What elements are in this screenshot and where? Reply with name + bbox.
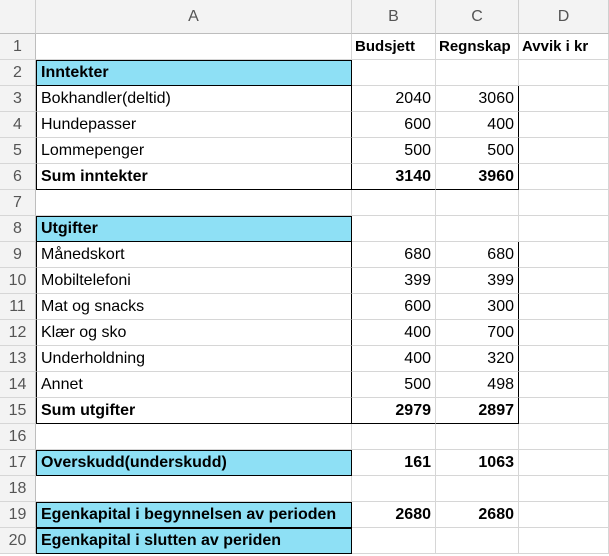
cell-c8[interactable] [436, 216, 519, 242]
cell-a6[interactable]: Sum inntekter [36, 164, 352, 190]
cell-d15[interactable] [519, 398, 609, 424]
row-header[interactable]: 7 [0, 190, 36, 216]
cell-d4[interactable] [519, 112, 609, 138]
cell-b9[interactable]: 680 [352, 242, 436, 268]
cell-d16[interactable] [519, 424, 609, 450]
cell-b14[interactable]: 500 [352, 372, 436, 398]
row-header[interactable]: 5 [0, 138, 36, 164]
cell-b3[interactable]: 2040 [352, 86, 436, 112]
row-header[interactable]: 10 [0, 268, 36, 294]
cell-b17[interactable]: 161 [352, 450, 436, 476]
cell-a16[interactable] [36, 424, 352, 450]
cell-a2[interactable]: Inntekter [36, 60, 352, 86]
cell-c9[interactable]: 680 [436, 242, 519, 268]
cell-c5[interactable]: 500 [436, 138, 519, 164]
cell-b6[interactable]: 3140 [352, 164, 436, 190]
cell-c19[interactable]: 2680 [436, 502, 519, 528]
cell-d10[interactable] [519, 268, 609, 294]
cell-b7[interactable] [352, 190, 436, 216]
cell-c11[interactable]: 300 [436, 294, 519, 320]
row-header[interactable]: 1 [0, 34, 36, 60]
cell-d2[interactable] [519, 60, 609, 86]
cell-c1[interactable]: Regnskap [436, 34, 519, 60]
row-header[interactable]: 3 [0, 86, 36, 112]
row-header[interactable]: 4 [0, 112, 36, 138]
cell-a15[interactable]: Sum utgifter [36, 398, 352, 424]
cell-d13[interactable] [519, 346, 609, 372]
row-header[interactable]: 9 [0, 242, 36, 268]
cell-b10[interactable]: 399 [352, 268, 436, 294]
cell-d3[interactable] [519, 86, 609, 112]
cell-b19[interactable]: 2680 [352, 502, 436, 528]
cell-c13[interactable]: 320 [436, 346, 519, 372]
cell-b1[interactable]: Budsjett [352, 34, 436, 60]
row-header[interactable]: 17 [0, 450, 36, 476]
cell-a19[interactable]: Egenkapital i begynnelsen av perioden [36, 502, 352, 528]
row-header[interactable]: 15 [0, 398, 36, 424]
row-header[interactable]: 6 [0, 164, 36, 190]
cell-b16[interactable] [352, 424, 436, 450]
column-header-a[interactable]: A [36, 0, 352, 34]
cell-c10[interactable]: 399 [436, 268, 519, 294]
cell-a18[interactable] [36, 476, 352, 502]
column-header-b[interactable]: B [352, 0, 436, 34]
cell-c3[interactable]: 3060 [436, 86, 519, 112]
cell-a3[interactable]: Bokhandler(deltid) [36, 86, 352, 112]
cell-d7[interactable] [519, 190, 609, 216]
cell-b2[interactable] [352, 60, 436, 86]
cell-d17[interactable] [519, 450, 609, 476]
row-header[interactable]: 11 [0, 294, 36, 320]
cell-d14[interactable] [519, 372, 609, 398]
select-all-corner[interactable] [0, 0, 36, 34]
row-header[interactable]: 13 [0, 346, 36, 372]
row-header[interactable]: 19 [0, 502, 36, 528]
cell-d6[interactable] [519, 164, 609, 190]
cell-d20[interactable] [519, 528, 609, 554]
cell-b8[interactable] [352, 216, 436, 242]
cell-c15[interactable]: 2897 [436, 398, 519, 424]
cell-a11[interactable]: Mat og snacks [36, 294, 352, 320]
cell-a12[interactable]: Klær og sko [36, 320, 352, 346]
row-header[interactable]: 16 [0, 424, 36, 450]
cell-a1[interactable] [36, 34, 352, 60]
cell-c18[interactable] [436, 476, 519, 502]
cell-d5[interactable] [519, 138, 609, 164]
row-header[interactable]: 12 [0, 320, 36, 346]
cell-a10[interactable]: Mobiltelefoni [36, 268, 352, 294]
cell-a14[interactable]: Annet [36, 372, 352, 398]
cell-a17[interactable]: Overskudd(underskudd) [36, 450, 352, 476]
row-header[interactable]: 18 [0, 476, 36, 502]
row-header[interactable]: 8 [0, 216, 36, 242]
cell-c6[interactable]: 3960 [436, 164, 519, 190]
cell-d1[interactable]: Avvik i kr [519, 34, 609, 60]
row-header[interactable]: 20 [0, 528, 36, 554]
cell-b18[interactable] [352, 476, 436, 502]
cell-b13[interactable]: 400 [352, 346, 436, 372]
cell-a20[interactable]: Egenkapital i slutten av periden [36, 528, 352, 554]
cell-c4[interactable]: 400 [436, 112, 519, 138]
cell-b4[interactable]: 600 [352, 112, 436, 138]
cell-a4[interactable]: Hundepasser [36, 112, 352, 138]
cell-a9[interactable]: Månedskort [36, 242, 352, 268]
cell-d18[interactable] [519, 476, 609, 502]
cell-b20[interactable] [352, 528, 436, 554]
cell-a8[interactable]: Utgifter [36, 216, 352, 242]
cell-d9[interactable] [519, 242, 609, 268]
cell-c20[interactable] [436, 528, 519, 554]
cell-a7[interactable] [36, 190, 352, 216]
cell-c7[interactable] [436, 190, 519, 216]
cell-c17[interactable]: 1063 [436, 450, 519, 476]
row-header[interactable]: 14 [0, 372, 36, 398]
cell-b12[interactable]: 400 [352, 320, 436, 346]
cell-c14[interactable]: 498 [436, 372, 519, 398]
cell-b11[interactable]: 600 [352, 294, 436, 320]
cell-b5[interactable]: 500 [352, 138, 436, 164]
cell-d11[interactable] [519, 294, 609, 320]
cell-d19[interactable] [519, 502, 609, 528]
cell-d8[interactable] [519, 216, 609, 242]
cell-b15[interactable]: 2979 [352, 398, 436, 424]
cell-a5[interactable]: Lommepenger [36, 138, 352, 164]
cell-a13[interactable]: Underholdning [36, 346, 352, 372]
column-header-c[interactable]: C [436, 0, 519, 34]
cell-d12[interactable] [519, 320, 609, 346]
row-header[interactable]: 2 [0, 60, 36, 86]
cell-c16[interactable] [436, 424, 519, 450]
cell-c2[interactable] [436, 60, 519, 86]
column-header-d[interactable]: D [519, 0, 609, 34]
cell-c12[interactable]: 700 [436, 320, 519, 346]
